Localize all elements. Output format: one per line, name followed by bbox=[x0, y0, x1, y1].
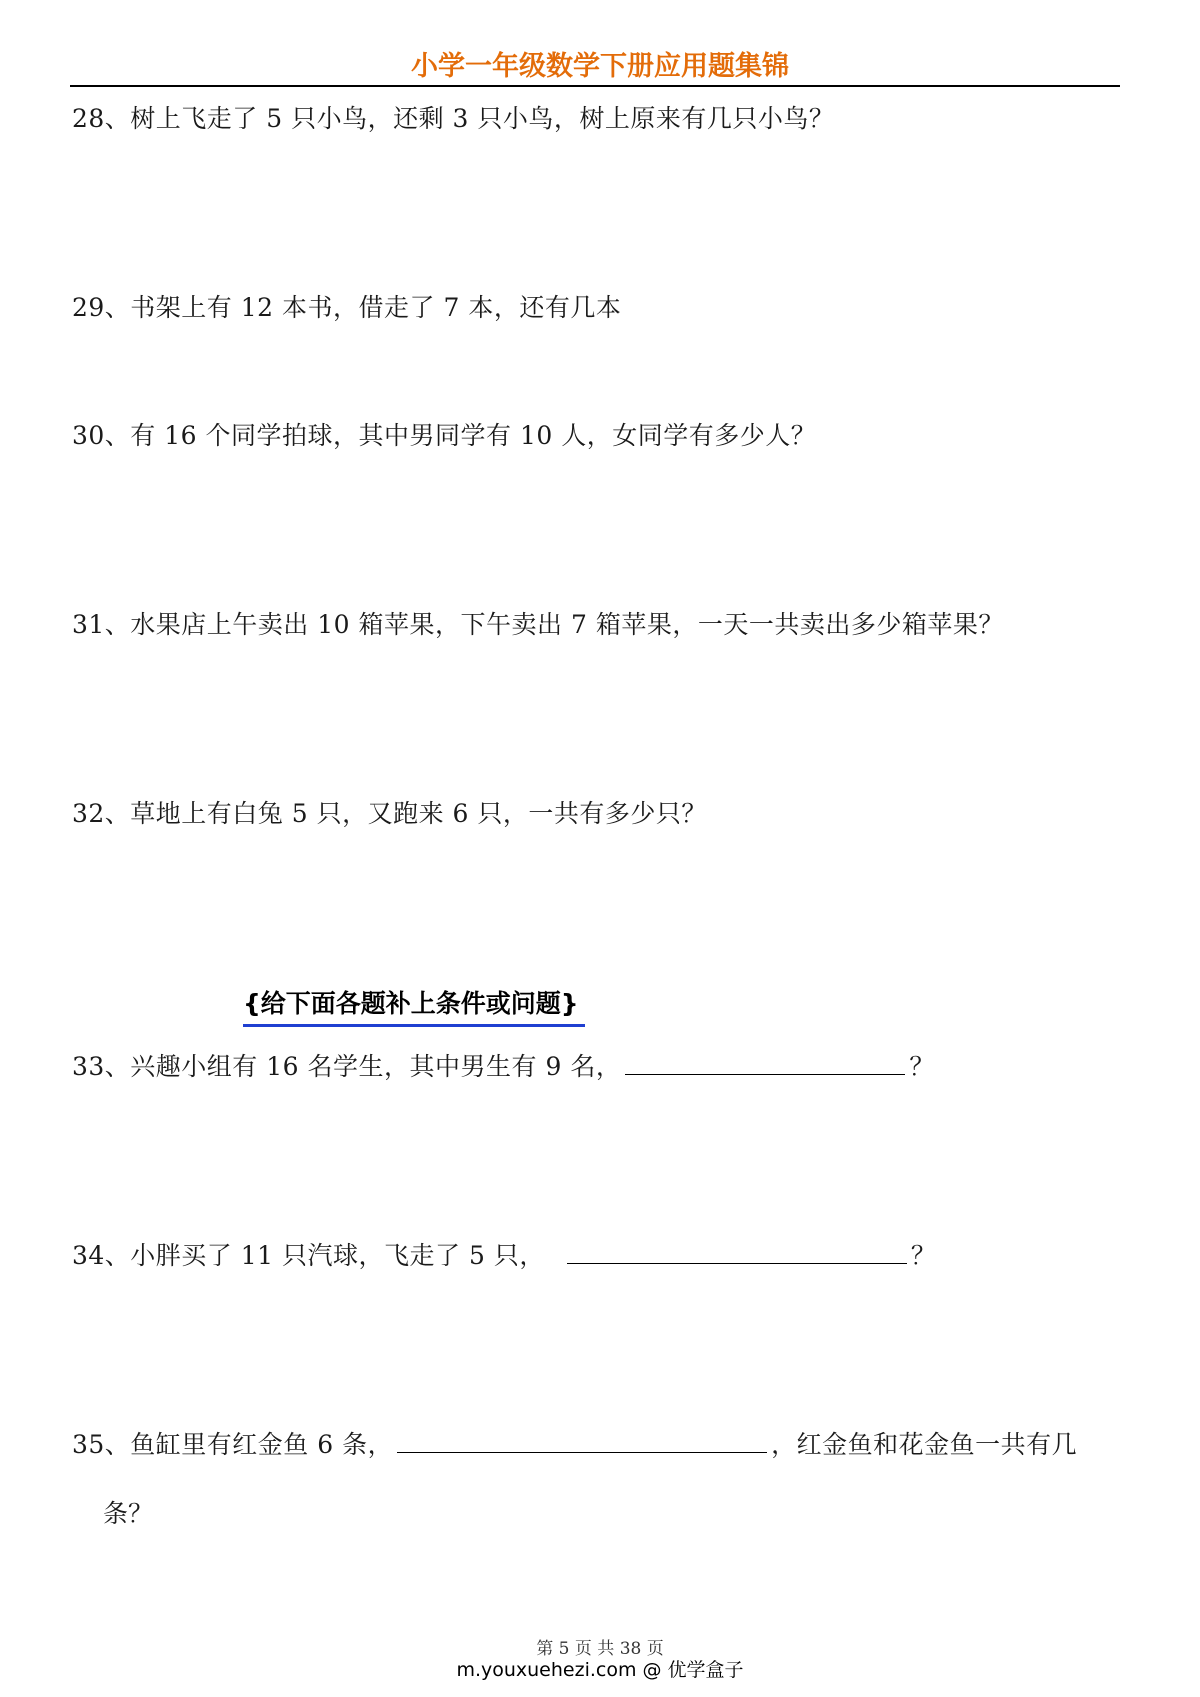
answer-blank-35[interactable] bbox=[397, 1428, 767, 1453]
site-watermark: m.youxuehezi.com @ 优学盒子 bbox=[456, 1659, 744, 1681]
page-number: 第 5 页 共 38 页 bbox=[536, 1639, 664, 1659]
question-33-end: ？ bbox=[909, 1052, 935, 1081]
question-28: 28、树上飞走了 5 只小鸟，还剩 3 只小鸟，树上原来有几只小鸟？ bbox=[72, 104, 835, 133]
question-34 bbox=[72, 1237, 936, 1275]
question-35 bbox=[72, 1426, 1077, 1464]
question-33 bbox=[72, 1048, 935, 1086]
section-heading: {给下面各题补上条件或问题} bbox=[243, 984, 585, 1027]
answer-blank-33[interactable] bbox=[625, 1050, 905, 1075]
answer-blank-34[interactable] bbox=[567, 1239, 907, 1264]
question-31: 31、水果店上午卖出 10 箱苹果，下午卖出 7 箱苹果，一天一共卖出多少箱苹果？ bbox=[72, 610, 1004, 639]
question-30: 30、有 16 个同学拍球，其中男同学有 10 人，女同学有多少人？ bbox=[72, 421, 817, 450]
document-title: 小学一年级数学下册应用题集锦 bbox=[411, 51, 789, 82]
question-29: 29、书架上有 12 本书，借走了 7 本，还有几本 bbox=[72, 293, 622, 322]
question-32: 32、草地上有白兔 5 只，又跑来 6 只，一共有多少只？ bbox=[72, 799, 707, 828]
question-35-continuation: 条？ bbox=[103, 1499, 154, 1528]
question-34-end: ？ bbox=[910, 1241, 937, 1270]
question-35-text: 35、鱼缸里有红金鱼 6 条， bbox=[72, 1430, 394, 1459]
question-35-end: ，红金鱼和花金鱼一共有几 bbox=[771, 1430, 1078, 1459]
header-divider bbox=[70, 85, 1120, 87]
question-34-text: 34、小胖买了 11 只汽球，飞走了 5 只， bbox=[72, 1241, 545, 1270]
question-33-text: 33、兴趣小组有 16 名学生，其中男生有 9 名， bbox=[72, 1052, 622, 1081]
